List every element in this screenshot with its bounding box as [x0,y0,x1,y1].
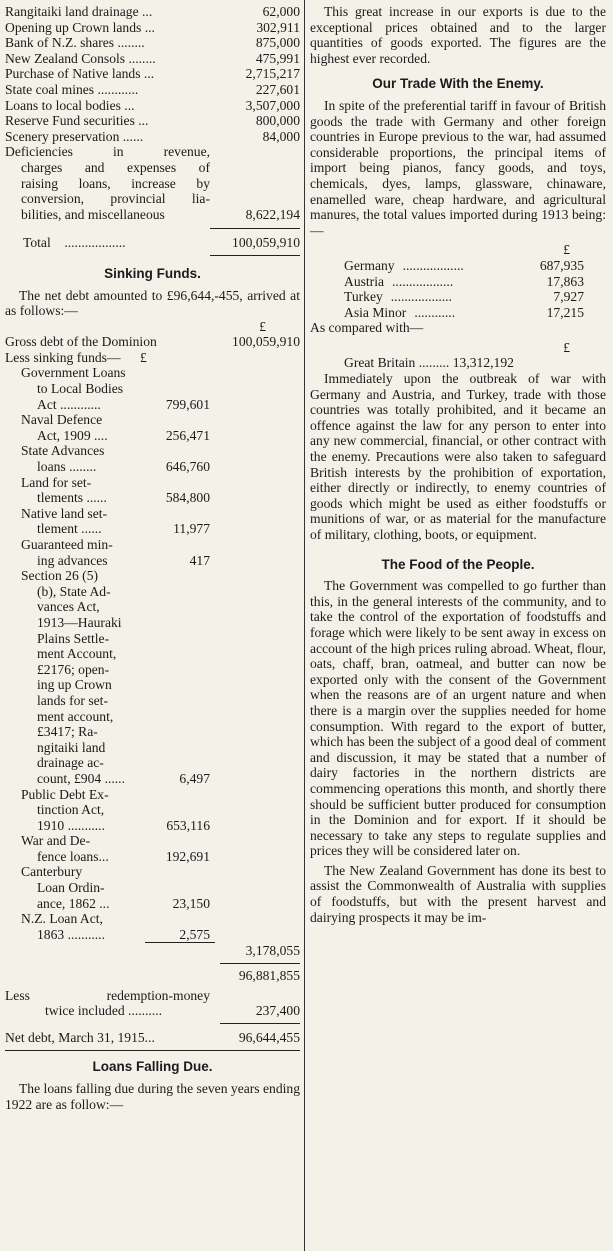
sinking-fund-row [5,506,210,537]
trade-enemy-heading: Our Trade With the Enemy. [372,76,544,92]
pound-sign: £ [563,242,570,258]
right-column [310,4,606,925]
sinking-fund-label: Public Debt Ex- tinction Act, 1910 ........... [21,786,109,833]
expenditure-value: 84,000 [262,128,300,144]
sinking-fund-label: Land for set- tlements ...... [21,474,107,506]
sinking-fund-value: 417 [189,552,210,568]
country-name: Austria .................. [344,273,454,289]
gross-debt-row [5,334,300,350]
expenditure-value: 3,507,000 [245,97,300,113]
expenditure-value: 2,715,217 [245,66,300,82]
less-sinking-label: Less sinking funds— [5,349,121,365]
sinking-fund-value: 646,760 [165,459,210,475]
expenditure-row [5,4,300,20]
expenditure-label: Scenery preservation ...... [5,128,144,144]
expenditure-label: Bank of N.Z. shares ........ [5,35,145,51]
import-country-row [344,289,584,305]
expenditure-label: Reserve Fund securities ... [5,113,149,129]
imports-table [310,258,606,320]
import-country-row [344,274,584,290]
country-value: 17,215 [546,304,584,320]
food-paragraph: The Government was compelled to go further than this, in the general interests of the community, and to take the control of the exportation of foodstuffs and forage which were likely to be sent away in excess on account of the high prices ruling abroad. Wheat, flour, oats, chaff, bran, oatmeal, and butter can now be exported only with the consent of the Government when the reasons are of an urgent nature and when there is a margin over the supplies needed for home consumption. With regard to the export of butter, which has been the subject of a good deal of comment and discussion, it may be stated that a number of dairy factories in the northern districts are commencing operations this month, and shortly there should be sufficient butter produced for consumption in the Dominion and for export. If it should be necessary to take any steps to regulate supplies and prices they will be considered later on. [310,578,606,859]
sinking-fund-value: 6,497 [179,770,210,786]
deficiencies-line: bilities, and miscellaneous [21,206,165,222]
total-value: 100,059,910 [232,235,300,251]
sinking-funds-heading: Sinking Funds. [104,265,201,281]
sinking-fund-row [5,787,210,834]
divider [5,1050,300,1051]
sinking-total: 3,178,055 [245,943,300,959]
expenditure-value: 62,000 [262,4,300,19]
pound-sign: £ [259,318,266,334]
expenditure-row [5,51,300,67]
expenditure-row [5,129,300,145]
expenditure-value: 800,000 [255,113,300,129]
sinking-fund-row [5,568,210,786]
less-pound-sign: £ [139,349,147,365]
loans-paragraph: The loans falling due during the seven years ending 1922 are as follow:— [5,1081,300,1112]
sinking-fund-label: Naval Defence Act, 1909 .... [21,412,108,443]
deficiencies-label [5,144,210,222]
total-row [5,235,300,251]
sinking-fund-row [5,911,210,942]
column-rule [304,0,305,1251]
expenditure-row [5,35,300,51]
sinking-fund-label: Government Loans to Local Bodies Act ............ [21,365,126,412]
divider [220,963,300,964]
total-label: Total .................. [23,235,126,251]
expenditure-list [5,4,300,144]
sinking-fund-row [5,864,210,911]
country-name: Asia Minor ............ [344,304,456,320]
sinking-fund-label: Canterbury Loan Ordin- ance, 1862 ... [21,864,110,911]
expenditure-label: New Zealand Consols ........ [5,50,156,66]
expenditure-value: 475,991 [255,50,300,66]
divider [210,255,300,256]
less-redemption-value: 237,400 [255,1003,300,1019]
sinking-fund-value: 799,601 [165,396,210,412]
expenditure-row [5,113,300,129]
net-debt-value: 96,644,455 [238,1029,300,1045]
nz-government-paragraph: The New Zealand Government has done its best to assist the Commonwealth of Australia with supplies of foodstuffs, but with the present harvest and dairying prospects it may be im- [310,862,606,925]
expenditure-row [5,20,300,36]
sinking-fund-row [5,833,210,864]
expenditure-value: 875,000 [255,35,300,51]
sinking-fund-value: 2,575 [179,926,210,942]
pound-sign: £ [563,339,570,355]
divider [220,1023,300,1024]
sinking-fund-label: Section 26 (5) (b), State Ad- vances Act, 1913—Hauraki Plains Settle- ment Account, £2176; open- ing up Crown lands for set- ment account, £3417; Ra- ngitaiki land drainage ac- count, £904 ...... [21,568,125,786]
sinking-fund-value: 256,471 [165,427,210,443]
country-value: 687,935 [539,257,584,273]
deficiencies-value: 8,622,194 [245,206,300,222]
net-debt-label: Net debt, March 31, 1915... [5,1029,155,1045]
country-value: 17,863 [546,273,584,289]
less-sinking-row [5,350,300,366]
expenditure-row [5,66,300,82]
deficiencies-line: raising loans, increase by [21,175,210,191]
expenditure-label: Loans to local bodies ... [5,97,135,113]
left-column [5,4,300,1112]
britain-row: Great Britain ......... 13,312,192 [344,355,514,371]
import-country-row [344,258,584,274]
country-name: Turkey .................. [344,289,452,305]
net-debt-paragraph: The net debt amounted to £96,644,-455, arrived at as follows:— [5,287,300,319]
expenditure-value: 227,601 [255,81,300,97]
sinking-fund-row [5,365,210,412]
loans-falling-due-heading: Loans Falling Due. [92,1059,213,1075]
expenditure-row [5,98,300,114]
expenditure-value: 302,911 [256,19,300,35]
deficiencies-line: Deficiencies in revenue, [5,144,210,160]
divider [210,228,300,229]
sinking-fund-label: N.Z. Loan Act, 1863 ........... [21,911,105,942]
britain-value: 13,312,192 [452,355,514,371]
expenditure-row [5,82,300,98]
sinking-fund-row [5,443,210,474]
sinking-fund-value: 11,977 [173,521,210,537]
sinking-funds-list [5,365,210,942]
net-debt-row [5,1030,300,1046]
sinking-fund-row [5,475,210,506]
sinking-fund-value: 23,150 [172,895,210,911]
sinking-fund-value: 584,800 [165,490,210,506]
deficiencies-line: conversion, provincial lia- [21,191,210,207]
expenditure-label: Purchase of Native lands ... [5,66,155,82]
outbreak-paragraph: Immediately upon the outbreak of war with Germany and Austria, and Turkey, trade with those countries was totally prohibited, and it became an offence against the law for any person to enter into any new commercial, financial, or other contract with the enemy. Precautions were also taken to safeguard British interests by the prohibition of exportation, either directly or indirectly, to enemy countries of goods which might be used as either foodstuffs or munitions of war, or as material for the manufacture of military, clothing, boots, or equipment. [310,371,606,542]
deficiencies-line: charges and expenses of [21,159,210,175]
food-heading: The Food of the People. [381,556,535,572]
exports-paragraph: This great increase in our exports is due to the exceptional prices obtained and to the larger quantities of goods exported. The figures are the highest ever recorded. [310,4,606,66]
sinking-fund-value: 653,116 [166,817,210,833]
import-country-row [344,305,584,321]
expenditure-label: Opening up Crown lands ... [5,19,155,35]
compared-label: As compared with— [310,320,424,336]
gross-debt-label: Gross debt of the Dominion [5,334,157,350]
sinking-fund-label: Native land set- tlement ...... [21,505,108,537]
sinking-fund-row [5,537,210,568]
gross-debt-value: 100,059,910 [232,334,300,350]
country-name: Germany .................. [344,257,464,273]
country-value: 7,927 [553,289,584,305]
sinking-fund-label: War and De- fence loans... [21,833,109,864]
less-redemption-label: Less redemption-money twice included .......... [5,987,210,1019]
sinking-fund-label: State Advances loans ........ [21,443,105,475]
expenditure-label: Rangitaiki land drainage ... [5,4,153,19]
sinking-fund-row [5,412,210,443]
less-redemption-row [5,988,300,1019]
subtotal: 96,881,855 [238,968,300,984]
deficiencies-item [5,144,300,222]
sinking-fund-label: Guaranteed min- ing advances [21,537,113,568]
expenditure-label: State coal mines ............ [5,81,139,97]
trade-paragraph: In spite of the preferential tariff in favour of British goods the trade with Germany and other foreign countries in Europe previous to the war, had assumed considerable proportions, the principal items of import being pianos, fancy goods, and toys, chemicals, dyes, lamps, glassware, chinaware, enamelled ware, cheap hardware, and agricultural manures, the total values imported during 1913 being:— [310,97,606,238]
sinking-fund-value: 192,691 [165,848,210,864]
